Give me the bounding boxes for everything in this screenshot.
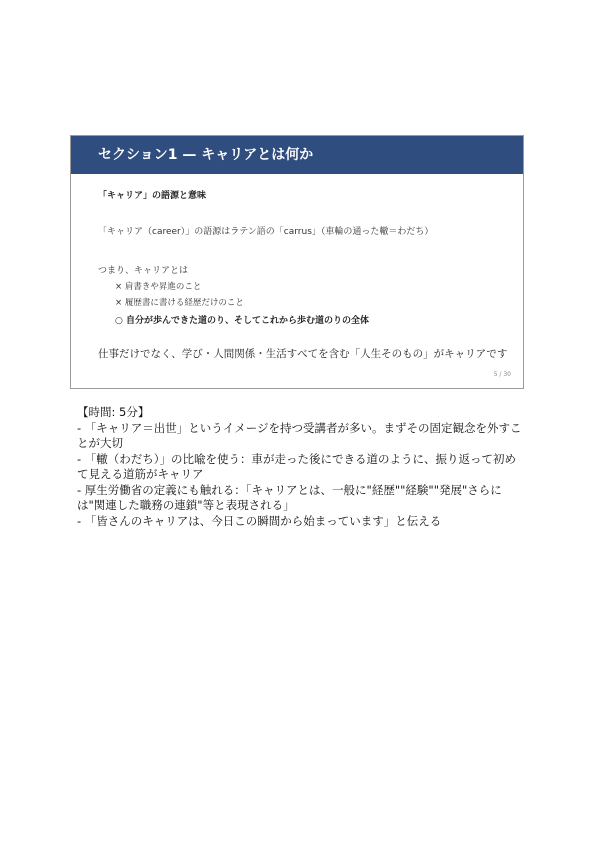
intro-text: つまり、キャリアとは: [98, 266, 189, 276]
slide-heading: 「キャリア」の語源と意味: [98, 191, 207, 201]
closing-statement: 仕事だけでなく、学び・人間関係・生活すべてを含む「人生そのもの」がキャリアです: [98, 348, 508, 360]
bullet-not-title: × 肩書きや昇進のこと: [115, 282, 202, 292]
bullet-whole-path: ○ 自分が歩んできた道のり、そしてこれから歩む道のりの全体: [115, 316, 369, 326]
speaker-notes: [77, 405, 522, 529]
etymology-text: 「キャリア（career）」の語源はラテン語の「carrus」（車輪の通った轍＝わだち）: [98, 227, 434, 237]
bullet-not-resume: × 履歴書に書ける経歴だけのこと: [115, 298, 244, 308]
notes-item: - 厚生労働省の定義にも触れる：「キャリアとは、一般に"経歴""経験""発展"さらには"関連した職務の連鎖"等と表現される」: [77, 482, 502, 512]
slide: [70, 135, 524, 389]
page-number: 5 / 30: [493, 371, 511, 378]
notes-item: - 「轍（わだち）」の比喩を使う：車が走った後にできる道のように、振り返って初めて見える道筋がキャリア: [77, 451, 517, 481]
notes-item: - 「キャリア＝出世」というイメージを持つ受講者が多い。まずその固定観念を外すことが大切: [77, 420, 522, 450]
slide-title: セクション1 — キャリアとは何か: [71, 136, 523, 174]
notes-item: - 「皆さんのキャリアは、今日この瞬間から始まっています」と伝える: [77, 513, 442, 528]
notes-time: 【時間: 5分】: [77, 405, 150, 419]
